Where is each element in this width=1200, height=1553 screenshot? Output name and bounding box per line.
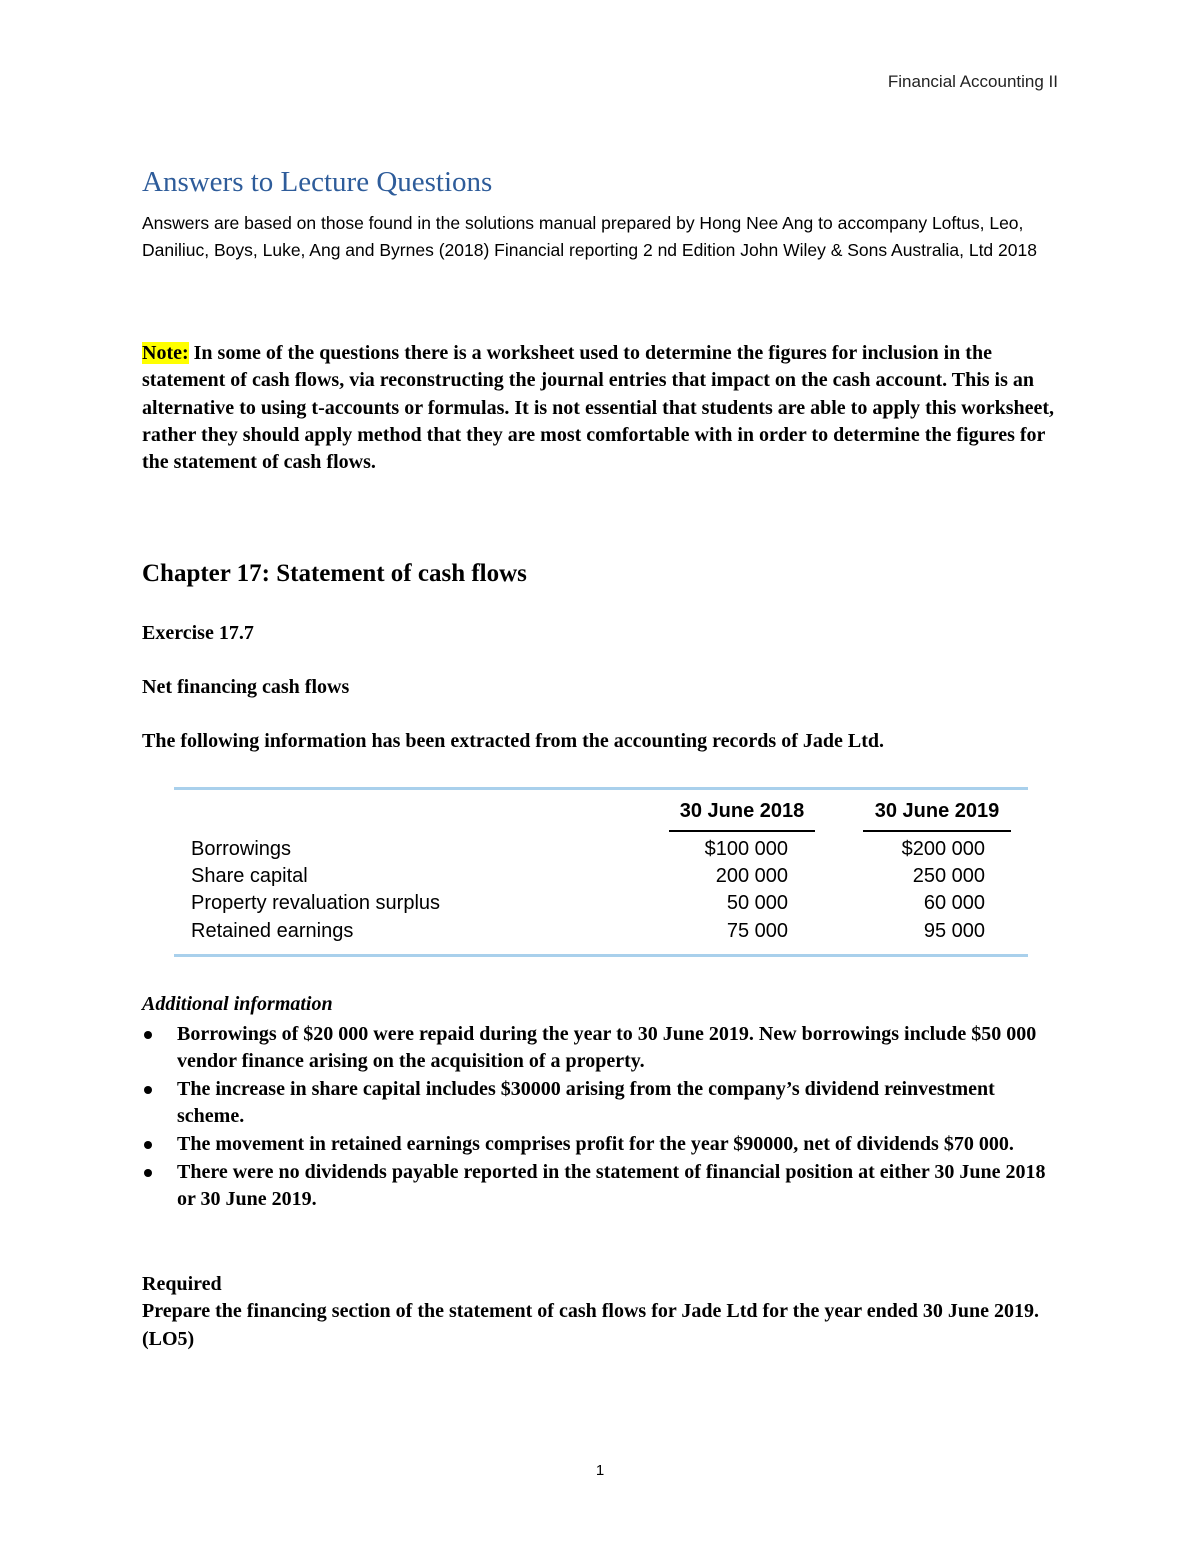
table-bottom-rule xyxy=(174,954,1028,957)
bullet-icon xyxy=(144,1086,152,1094)
row-value-2018: 50 000 xyxy=(726,892,788,914)
row-label: Borrowings xyxy=(191,838,292,860)
list-item xyxy=(142,1021,1062,1076)
row-value-2019: $200 000 xyxy=(901,838,985,860)
column-underline-2018 xyxy=(669,830,815,832)
page-number: 1 xyxy=(595,1462,605,1479)
exercise-heading: Exercise 17.7 xyxy=(142,622,254,644)
list-item-text: The increase in share capital includes $30000 arising from the company’s dividend reinvestment scheme. xyxy=(177,1078,995,1128)
note-text: In some of the questions there is a worksheet used to determine the figures for inclusion in the statement of cash flows, via reconstructing the journal entries that impact on the cash account. This is an alternative to using t-accounts or formulas. It is not essential that students are able to apply this worksheet, rather they should apply method that they are most comfortable with in order to determine the figures for the statement of cash flows. xyxy=(142,342,1055,474)
table-row xyxy=(174,838,1028,865)
table-top-rule xyxy=(174,787,1028,790)
note-label: Note: xyxy=(142,342,189,364)
required-heading: Required xyxy=(142,1273,222,1295)
exercise-title: Net financing cash flows xyxy=(142,676,350,698)
table-row xyxy=(174,892,1028,919)
list-item xyxy=(142,1131,1062,1158)
list-item-text: Borrowings of $20 000 were repaid during the year to 30 June 2019. New borrowings include $50 000 vendor finance arising on the acquisition of a property. xyxy=(177,1023,1037,1073)
additional-info-heading: Additional information xyxy=(142,993,333,1015)
row-value-2019: 250 000 xyxy=(912,865,985,887)
bullet-icon xyxy=(144,1141,152,1149)
column-underline-2019 xyxy=(863,830,1011,832)
row-label: Property revaluation surplus xyxy=(191,892,441,914)
running-header: Financial Accounting II xyxy=(887,72,1058,91)
chapter-heading: Chapter 17: Statement of cash flows xyxy=(142,560,527,587)
table-row xyxy=(174,920,1028,947)
bullet-icon xyxy=(144,1169,152,1177)
page-title: Answers to Lecture Questions xyxy=(142,166,493,198)
row-value-2019: 60 000 xyxy=(923,892,985,914)
required-section xyxy=(142,1271,1072,1353)
additional-info-list xyxy=(142,1021,1062,1214)
column-header-2019: 30 June 2019 xyxy=(874,800,1000,822)
list-item xyxy=(142,1159,1062,1214)
required-text: Prepare the financing section of the statement of cash flows for Jade Ltd for the year ended 30 June 2019. (LO5) xyxy=(142,1300,1039,1350)
table-row xyxy=(174,865,1028,892)
list-item-text: The movement in retained earnings comprises profit for the year $90000, net of dividends $70 000. xyxy=(177,1133,1014,1156)
row-label: Share capital xyxy=(191,865,308,887)
row-value-2018: 200 000 xyxy=(715,865,788,887)
row-value-2019: 95 000 xyxy=(923,920,985,942)
exercise-intro: The following information has been extracted from the accounting records of Jade Ltd. xyxy=(142,730,884,752)
row-value-2018: 75 000 xyxy=(726,920,788,942)
column-header-2018: 30 June 2018 xyxy=(679,800,805,822)
intro-paragraph: Answers are based on those found in the solutions manual prepared by Hong Nee Ang to accompany Loftus, Leo, Daniliuc, Boys, Luke, Ang and Byrnes (2018) Financial reporting 2 nd Edition John Wiley & Sons Australia, Ltd 2018 xyxy=(142,213,1037,260)
list-item-text: There were no dividends payable reported in the statement of financial position at either 30 June 2018 or 30 June 2019. xyxy=(177,1160,1046,1211)
row-label: Retained earnings xyxy=(191,920,354,942)
list-item xyxy=(142,1076,1062,1131)
row-value-2018: $100 000 xyxy=(704,838,788,860)
bullet-icon xyxy=(144,1031,152,1039)
note-paragraph xyxy=(142,340,1062,476)
